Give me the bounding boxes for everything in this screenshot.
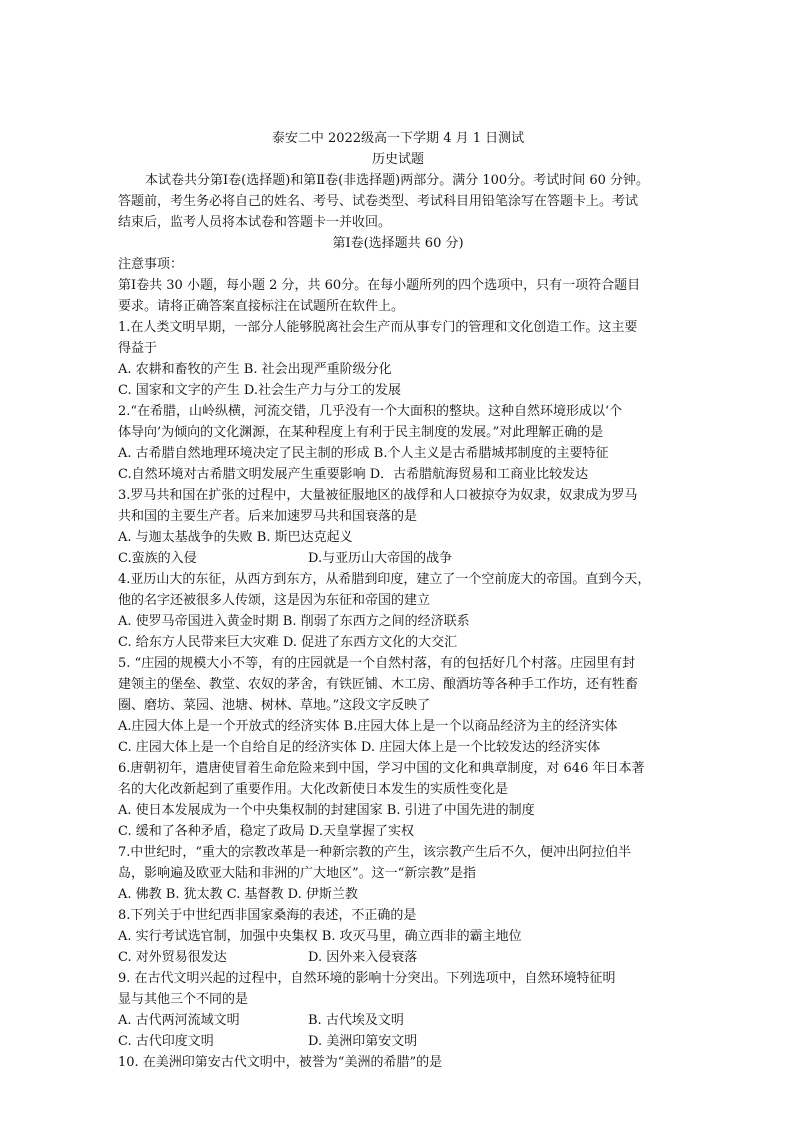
q9-option-d: D. 美洲印第安文明 bbox=[308, 1034, 418, 1049]
exam-subtitle: 历史试题 bbox=[371, 152, 424, 167]
notice-line-2: 要求。请将正确答案直接标注在试题所在软件上。 bbox=[118, 299, 405, 314]
q8-stem-1: 8.下列关于中世纪西非国家桑海的表述，不正确的是 bbox=[118, 908, 417, 923]
q2-stem-1: 2.“在希腊，山岭纵横，河流交错，几乎没有一个大面积的整块。这种自然环境形成以‘个 bbox=[118, 404, 623, 419]
q6-stem-1: 6.唐朝初年，遣唐使冒着生命危险来到中国，学习中国的文化和典章制度，对 646 年日本著 bbox=[118, 761, 645, 776]
q9-stem-2: 显与其他三个不同的是 bbox=[118, 992, 249, 1007]
intro-line-3: 结束后，监考人员将本试卷和答题卡一并收回。 bbox=[118, 215, 392, 230]
q9-option-c: C. 古代印度文明 bbox=[118, 1034, 214, 1049]
notice-label: 注意事项： bbox=[118, 257, 184, 272]
q6-options-cd: C. 缓和了各种矛盾，稳定了政局 D.天皇掌握了实权 bbox=[118, 824, 414, 839]
q3-option-c: C.蛮族的入侵 bbox=[118, 551, 197, 566]
q3-stem-1: 3.罗马共和国在扩张的过程中，大量被征服地区的战俘和人口被掠夺为奴隶，奴隶成为罗马 bbox=[118, 488, 638, 503]
q9-stem-1: 9. 在古代文明兴起的过程中，自然环境的影响十分突出。下列选项中，自然环境特征明 bbox=[118, 971, 616, 986]
q4-options-cd: C. 给东方人民带来巨大灾难 D. 促进了东西方文化的大交汇 bbox=[118, 635, 458, 650]
section-heading: 第Ⅰ卷(选择题共 60 分) bbox=[332, 236, 464, 251]
q3-stem-2: 共和国的主要生产者。后来加速罗马共和国衰落的是 bbox=[118, 509, 418, 524]
q7-stem-1: 7.中世纪时，“重大的宗教改革是一种新宗教的产生，该宗教产生后不久，便冲出阿拉伯半 bbox=[118, 845, 632, 860]
q9-options-ab bbox=[118, 1010, 678, 1031]
q5-options-cd: C. 庄园大体上是一个自给自足的经济实体 D. 庄园大体上是一个比较发达的经济实体 bbox=[118, 740, 601, 755]
notice-line-1: 第Ⅰ卷共 30 小题，每小题 2 分，共 60分。在每小题所列的四个选项中，只有一项符合题目 bbox=[118, 278, 641, 293]
q2-options-ab: A. 古希腊自然地理环境决定了民主制的形成 B.个人主义是古希腊城邦制度的主要特征 bbox=[118, 446, 609, 461]
q7-stem-2: 岛，影响遍及欧亚大陆和非洲的广大地区”。这一“新宗教”是指 bbox=[118, 866, 476, 881]
q9-option-b: B. 古代埃及文明 bbox=[308, 1013, 404, 1028]
q3-options-ab: A. 与迦太基战争的失败 B. 斯巴达克起义 bbox=[118, 530, 353, 545]
q8-options-ab: A. 实行考试选官制，加强中央集权 B. 攻灭马里，确立西非的霸主地位 bbox=[118, 929, 522, 944]
q5-stem-1: 5. “庄园的规模大小不等，有的庄园就是一个自然村落，有的包括好几个村落。庄园里有封 bbox=[118, 656, 636, 671]
q1-options-cd: C. 国家和文字的产生 D.社会生产力与分工的发展 bbox=[118, 383, 401, 398]
q4-stem-1: 4.亚历山大的东征，从西方到东方，从希腊到印度，建立了一个空前庞大的帝国。直到今天， bbox=[118, 572, 651, 587]
q1-options-ab: A. 农耕和畜牧的产生 B. 社会出现严重阶级分化 bbox=[118, 362, 392, 377]
q6-options-ab: A. 使日本发展成为一个中央集权制的封建国家 B. 引进了中国先进的制度 bbox=[118, 803, 535, 818]
intro-line-2: 答题前，考生务必将自己的姓名、考号、试卷类型、考试科目用铅笔涂写在答题卡上。考试 bbox=[118, 194, 639, 209]
q2-options-cd: C.自然环境对古希腊文明发展产生重要影响 D．古希腊航海贸易和工商业比较发达 bbox=[118, 467, 589, 482]
q5-options-ab: A.庄园大体上是一个开放式的经济实体 B.庄园大体上是一个以商品经济为主的经济实体 bbox=[118, 719, 618, 734]
q8-options-cd bbox=[118, 947, 678, 968]
q10-stem-1: 10. 在美洲印第安古代文明中，被誉为“美洲的希腊”的是 bbox=[118, 1055, 443, 1070]
q8-option-c: C. 对外贸易很发达 bbox=[118, 950, 227, 965]
exam-page bbox=[118, 128, 678, 1073]
q3-option-d: D.与亚历山大帝国的战争 bbox=[308, 551, 453, 566]
q4-stem-2: 他的名字还被很多人传颂，这是因为东征和帝国的建立 bbox=[118, 593, 431, 608]
q5-stem-2: 建领主的堡垒、教堂、农奴的茅舍，有铁匠铺、木工房、酿酒坊等各种手工作坊，还有牲畜 bbox=[118, 677, 639, 692]
q9-options-cd bbox=[118, 1031, 678, 1052]
q9-option-a: A. 古代两河流域文明 bbox=[118, 1013, 240, 1028]
q6-stem-2: 名的大化改新起到了重要作用。大化改新使日本发生的实质性变化是 bbox=[118, 782, 509, 797]
q8-option-d: D. 因外来入侵衰落 bbox=[308, 950, 418, 965]
q3-options-cd bbox=[118, 548, 678, 569]
q7-options: A. 佛教 B. 犹太教 C. 基督教 D. 伊斯兰教 bbox=[118, 887, 358, 902]
q5-stem-3: 圈、磨坊、菜园、池塘、树林、草地。”这段文字反映了 bbox=[118, 698, 431, 713]
exam-title: 泰安二中 2022级高一下学期 4 月 1 日测试 bbox=[271, 131, 525, 146]
q1-stem-1: 1.在人类文明早期，一部分人能够脱离社会生产而从事专门的管理和文化创造工作。这主要 bbox=[118, 320, 638, 335]
q4-options-ab: A. 使罗马帝国进入黄金时期 B. 削弱了东西方之间的经济联系 bbox=[118, 614, 470, 629]
q1-stem-2: 得益于 bbox=[118, 341, 158, 356]
intro-line-1: 本试卷共分第Ⅰ卷(选择题)和第Ⅱ卷(非选择题)两部分。满分 100分。考试时间 60 分钟。 bbox=[145, 173, 650, 188]
q2-stem-2: 体导向’为倾向的文化渊源，在某种程度上有利于民主制度的发展。”对此理解正确的是 bbox=[118, 425, 604, 440]
